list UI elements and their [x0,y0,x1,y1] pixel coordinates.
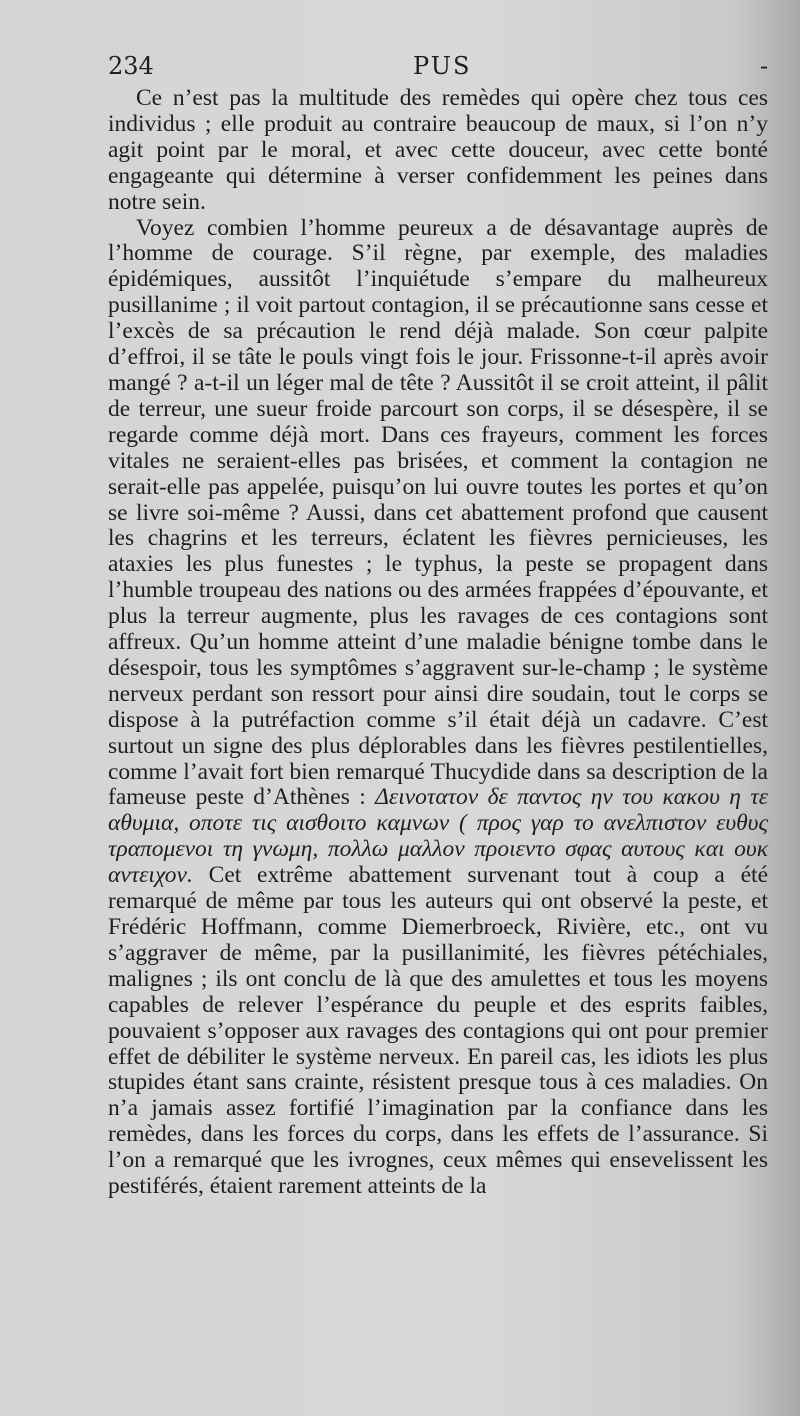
paragraph-text: Voyez combien l’homme peureux a de désavantage auprès de l’homme de courage. S’il règne, par exemple, des maladies épidémiques, aussitôt l’inquiétude s’empare du malheureux pusillanime ; il voit partout contagion, il se précautionne sans cesse et l’excès de sa précaution le rend déjà malade. Son cœur palpite d’effroi, il se tâte le pouls vingt fois le jour. Frissonne-t-il après avoir mangé ? a-t-il un léger mal de tête ? Aussitôt il se croit atteint, il pâlit de terreur, une sueur froide parcourt son corps, il se désespère, il se regarde comme déjà mort. Dans ces frayeurs, comment les forces vitales ne seraient-elles pas brisées, et comment la contagion ne serait-elle pas appelée, puisqu’on lui ouvre toutes les portes et qu’on se livre soi-même ? Aussi, dans cet abattement profond que causent les chagrins et les terreurs, éclatent les fièvres pernicieuses, les ataxies les plus funestes ; le typhus, la peste se propagent dans l’humble troupeau des nations ou des armées frappées d’épouvante, et plus la terreur augmente, plus les ravages de ces contagions sont affreux. Qu’un homme atteint d’une maladie bénigne tombe dans le désespoir, tous les symptômes s’aggravent sur-le-champ ; le système nerveux perdant son ressort pour ainsi dire soudain, tout le corps se dispose à la putréfaction comme s’il était déjà un cadavre. C’est surtout un signe des plus déplorables dans les fièvres pestilentielles, comme l’avait fort bien remarqué Thucydide dans sa description de la fameuse peste d’Athènes : [108,214,768,811]
paragraph [108,216,768,1200]
running-head: PUS [413,52,472,80]
page-header [108,52,768,88]
greek-quotation: Δεινοτατον δε παντος ην του κακου η τε αθυμια, οποτε τις αισθοιτο καμνων ( προς γαρ το ανελπιστον ευθυς τραπομενοι τη γνωμη, πολλω μαλλον προιεντο σφας αυτους και ουκ αντειχον. [108,784,768,889]
paragraph-text: Cet extrême abattement survenant tout à coup a été remarqué de même par tous les auteurs qui ont observé la peste, et Frédéric Hoffmann, comme Diemerbroeck, Rivière, etc., ont vu s’aggraver de même, par la pusillanimité, les fièvres pétéchiales, malignes ; ils ont conclu de là que des amulettes et tous les moyens capables de relever l’espérance du peuple et des esprits faibles, pouvaient s’opposer aux ravages des contagions qui ont pour premier effet de débiliter le système nerveux. En pareil cas, les idiots les plus stupides étant sans crainte, résistent presque tous à ces maladies. On n’a jamais assez fortifié l’imagination par la confiance dans les remèdes, dans les forces du corps, dans les effets de l’assurance. Si l’on a remarqué que les ivrognes, ceux mêmes qui ensevelissent les pestiférés, étaient rarement atteints de la [108,862,768,1200]
paragraph-text: Ce n’est pas la multitude des remèdes qui opère chez tous ces individus ; elle produit au contraire beaucoup de maux, si l’on n’y agit point par le moral, et avec cette douceur, avec cette bonté engageante qui détermine à verser confidemment les peines dans notre sein. [108,85,768,215]
paragraph [108,86,768,216]
header-mark: - [760,52,769,80]
page-number: 234 [108,52,154,80]
body-text [108,86,768,1200]
